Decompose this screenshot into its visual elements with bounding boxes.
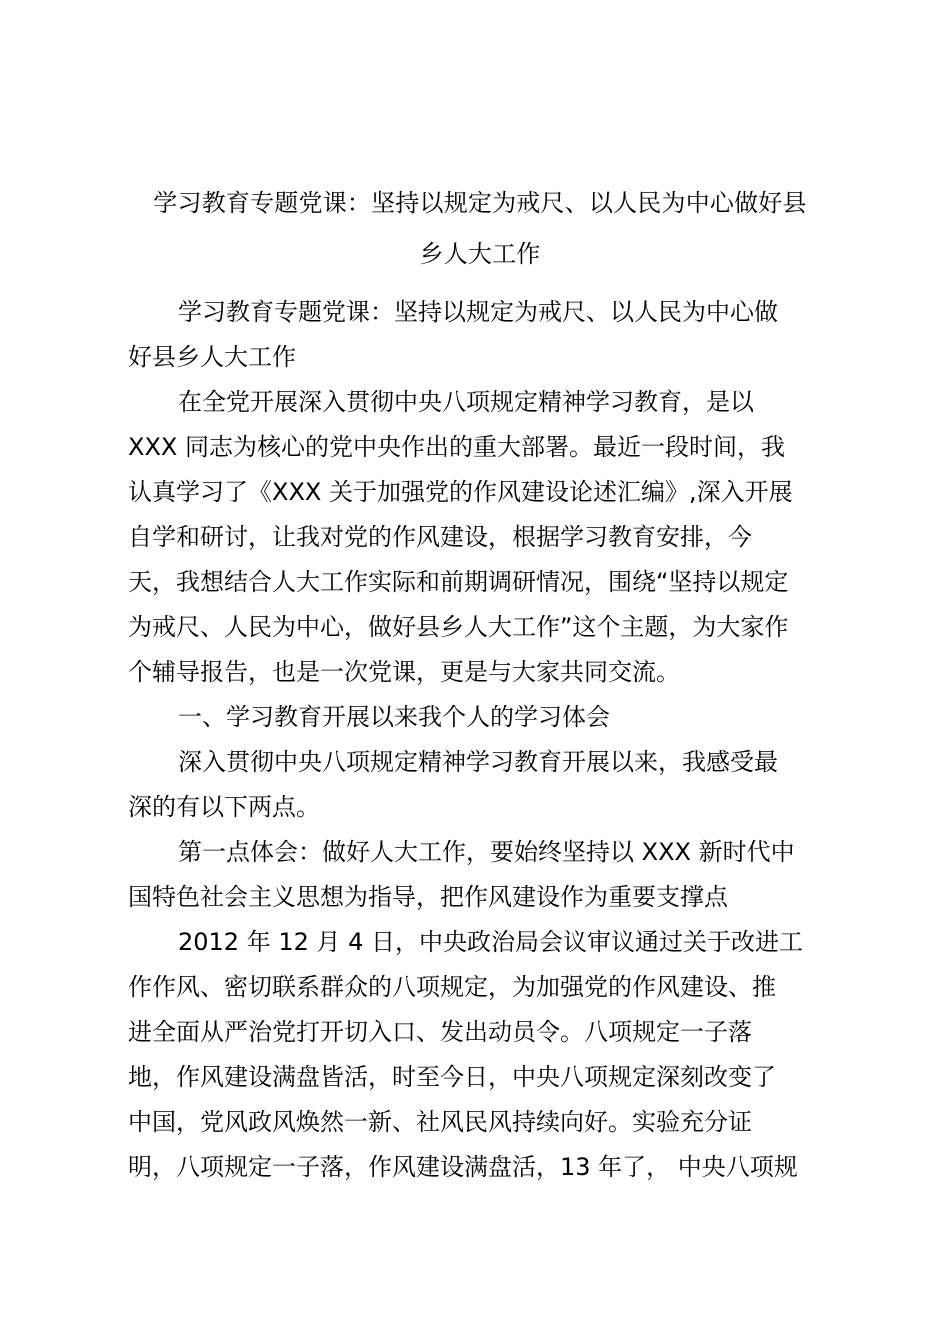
document-title — [128, 178, 832, 280]
paragraph-line: 个辅导报告，也是一次党课，更是与大家共同交流。 — [128, 658, 680, 686]
paragraph-line: XXX 同志为核心的党中央作出的重大部署。最近一段时间，我 — [128, 433, 785, 461]
title-line-1: 学习教育专题党课：坚持以规定为戒尺、以人民为中心做好县 — [153, 189, 807, 217]
paragraph-line: 作作风、密切联系群众的八项规定，为加强党的作风建设、推 — [128, 973, 776, 1001]
paragraph-line: 国特色社会主义思想为指导，把作风建设作为重要支撑点 — [128, 883, 728, 911]
paragraph-line: 好县乡人大工作 — [128, 343, 296, 371]
paragraph-line: 进全面从严治党打开切入口、发出动员令。八项规定一子落 — [128, 1018, 752, 1046]
paragraph-line: 第一点体会：做好人大工作，要始终坚持以 XXX 新时代中 — [178, 838, 795, 866]
title-line-2: 乡人大工作 — [419, 240, 541, 268]
section-heading: 一、学习教育开展以来我个人的学习体会 — [178, 703, 610, 731]
paragraph-line: 明，八项规定一子落，作风建设满盘活，13 年了， 中央八项规 — [128, 1153, 798, 1181]
paragraph-line: 为戒尺、人民为中心，做好县乡人大工作”这个主题，为大家作 — [128, 613, 789, 641]
paragraph-line: 学习教育专题党课：坚持以规定为戒尺、以人民为中心做 — [178, 298, 778, 326]
paragraph-line: 在全党开展深入贯彻中央八项规定精神学习教育，是以 — [178, 388, 754, 416]
paragraph-line: 深的有以下两点。 — [128, 793, 320, 821]
paragraph-line: 中国，党风政风焕然一新、社风民风持续向好。实验充分证 — [128, 1108, 752, 1136]
paragraph-line: 天，我想结合人大工作实际和前期调研情况，围绕“坚持以规定 — [128, 568, 789, 596]
paragraph-line: 2012 年 12 月 4 日，中央政治局会议审议通过关于改进工 — [178, 928, 804, 956]
paragraph-line: 自学和研讨，让我对党的作风建设，根据学习教育安排，今 — [128, 523, 752, 551]
paragraph-line: 认真学习了《XXX 关于加强党的作风建设论述汇编》,深入开展 — [128, 478, 793, 506]
paragraph-line: 地，作风建设满盘皆活，时至今日，中央八项规定深刻改变了 — [128, 1063, 776, 1091]
paragraph-line: 深入贯彻中央八项规定精神学习教育开展以来，我感受最 — [178, 748, 778, 776]
